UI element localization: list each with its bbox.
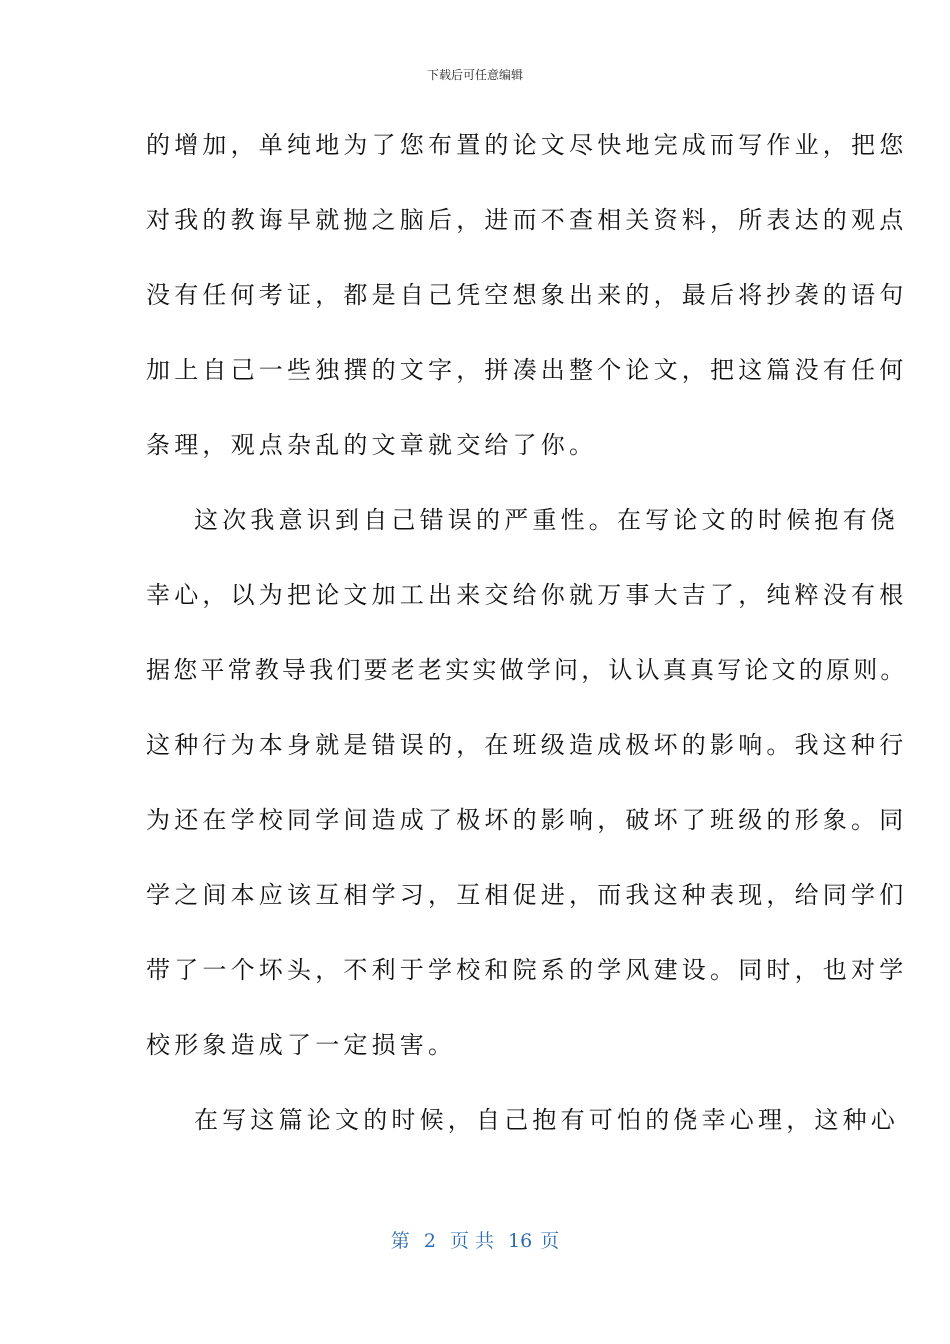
text-line: 据您平常教导我们要老老实实做学问，认认真真写论文的原则。 (146, 656, 908, 684)
text-line: 为还在学校同学间造成了极坏的影响，破坏了班级的形象。同 (146, 806, 908, 834)
page-footer (0, 1226, 950, 1253)
text-line: 没有任何考证，都是自己凭空想象出来的，最后将抄袭的语句 (146, 281, 908, 309)
text-line: 幸心，以为把论文加工出来交给你就万事大吉了，纯粹没有根 (146, 581, 908, 609)
text-line: 这次我意识到自己错误的严重性。在写论文的时候抱有侥 (194, 506, 899, 534)
text-line: 学之间本应该互相学习，互相促进，而我这种表现，给同学们 (146, 881, 908, 909)
text-line: 校形象造成了一定损害。 (146, 1031, 457, 1059)
footer-middle: 页 共 (449, 1230, 494, 1252)
page-header: 下载后可任意编辑 (426, 68, 523, 82)
page-number: 2 (423, 1230, 436, 1252)
text-line: 条理，观点杂乱的文章就交给了你。 (146, 431, 598, 459)
footer-prefix: 第 (390, 1230, 410, 1252)
footer-suffix: 页 (540, 1230, 560, 1252)
text-line: 对我的教诲早就抛之脑后，进而不查相关资料，所表达的观点 (146, 206, 908, 234)
text-line: 的增加，单纯地为了您布置的论文尽快地完成而写作业，把您 (146, 131, 908, 159)
text-line: 加上自己一些独撰的文字，拼凑出整个论文，把这篇没有任何 (146, 356, 908, 384)
text-line: 带了一个坏头，不利于学校和院系的学风建设。同时，也对学 (146, 956, 908, 984)
text-line: 在写这篇论文的时候，自己抱有可怕的侥幸心理，这种心 (194, 1106, 899, 1134)
text-line: 这种行为本身就是错误的，在班级造成极坏的影响。我这种行 (146, 731, 908, 759)
page-total: 16 (508, 1230, 533, 1252)
